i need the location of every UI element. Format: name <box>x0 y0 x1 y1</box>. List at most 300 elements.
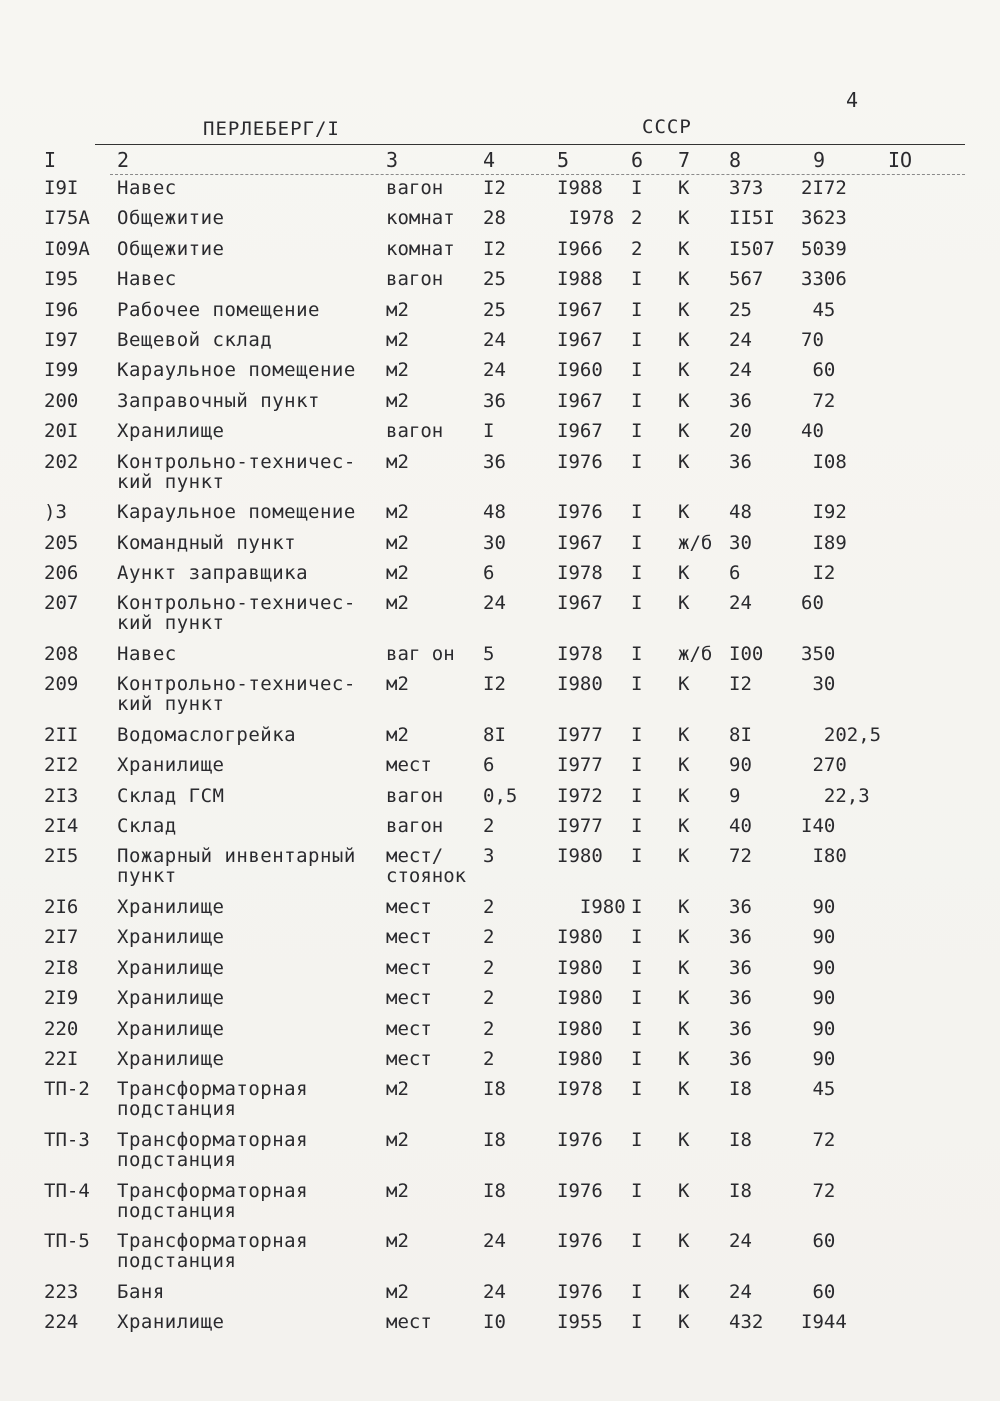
unit-cell: мест <box>386 926 432 949</box>
object-number-cell: 2I4 <box>44 815 79 838</box>
quantity-cell: 3 <box>483 845 495 868</box>
quantity-cell: 24 <box>483 592 506 615</box>
quantity-cell: 25 <box>483 268 506 291</box>
material-cell: К <box>678 673 690 696</box>
year-cell: I980 <box>557 673 603 696</box>
floors-cell: I <box>631 592 643 615</box>
unit-cell: вагон <box>386 268 444 291</box>
object-number-cell: 208 <box>44 642 79 665</box>
value-cell: I80 <box>801 845 847 868</box>
object-name-cell: Хранилище <box>117 926 225 949</box>
material-cell: К <box>678 207 690 230</box>
column-numbers-row <box>0 148 1000 174</box>
object-number-cell: 205 <box>44 531 79 554</box>
quantity-cell: I8 <box>483 1078 506 1101</box>
year-cell: I980 <box>557 896 626 919</box>
floors-cell: I <box>631 1047 643 1070</box>
material-cell: К <box>678 1230 690 1253</box>
floors-cell: I <box>631 926 643 949</box>
material-cell: К <box>678 987 690 1010</box>
table-row <box>0 176 1000 206</box>
object-name-cell: Контрольно-техничес- кий пункт <box>117 450 356 493</box>
quantity-cell: I2 <box>483 237 506 260</box>
column-number: 7 <box>678 148 691 172</box>
object-name-cell: Трансформаторная подстанция <box>117 1078 309 1121</box>
quantity-cell: 36 <box>483 389 506 412</box>
object-number-cell: I97 <box>44 328 79 351</box>
area-cell: I8 <box>729 1179 752 1202</box>
value-cell: 72 <box>801 389 836 412</box>
value-cell: 90 <box>801 987 836 1010</box>
value-cell: 60 <box>801 359 836 382</box>
material-cell: К <box>678 561 690 584</box>
value-cell: I08 <box>801 450 847 473</box>
year-cell: I967 <box>557 298 603 321</box>
area-cell: 20 <box>729 420 752 443</box>
value-cell: 30 <box>801 673 836 696</box>
quantity-cell: 5 <box>483 642 495 665</box>
object-name-cell: Баня <box>117 1280 165 1303</box>
object-number-cell: ТП-5 <box>44 1230 90 1253</box>
area-cell: 36 <box>729 450 752 473</box>
year-cell: I978 <box>557 207 615 230</box>
table-row <box>0 328 1000 358</box>
year-cell: I980 <box>557 956 603 979</box>
quantity-cell: 24 <box>483 359 506 382</box>
table-row <box>0 237 1000 267</box>
column-number: 8 <box>729 148 742 172</box>
area-cell: 90 <box>729 754 752 777</box>
object-number-cell: 2I8 <box>44 956 79 979</box>
quantity-cell: 24 <box>483 328 506 351</box>
floors-cell: I <box>631 359 643 382</box>
value-cell: 22,3 <box>801 784 870 807</box>
unit-cell: м2 <box>386 1280 409 1303</box>
area-cell: 72 <box>729 845 752 868</box>
quantity-cell: I8 <box>483 1179 506 1202</box>
quantity-cell: 30 <box>483 531 506 554</box>
floors-cell: I <box>631 298 643 321</box>
year-cell: I967 <box>557 389 603 412</box>
object-number-cell: 2I5 <box>44 845 79 868</box>
object-number-cell: 2I3 <box>44 784 79 807</box>
quantity-cell: 36 <box>483 450 506 473</box>
unit-cell: м2 <box>386 501 409 524</box>
floors-cell: I <box>631 561 643 584</box>
object-name-cell: Водомаслогрейка <box>117 723 297 746</box>
unit-cell: мест <box>386 1017 432 1040</box>
unit-cell: м2 <box>386 592 409 615</box>
floors-cell: I <box>631 1078 643 1101</box>
quantity-cell: 0,5 <box>483 784 518 807</box>
area-cell: 36 <box>729 926 752 949</box>
unit-cell: комнат <box>386 237 455 260</box>
floors-cell: I <box>631 784 643 807</box>
year-cell: I976 <box>557 1280 603 1303</box>
unit-cell: м2 <box>386 1230 409 1253</box>
value-cell: 90 <box>801 1047 836 1070</box>
object-name-cell: Трансформаторная подстанция <box>117 1230 309 1273</box>
value-cell: 90 <box>801 1017 836 1040</box>
material-cell: К <box>678 1047 690 1070</box>
floors-cell: I <box>631 1179 643 1202</box>
table-row <box>0 1017 1000 1047</box>
area-cell: 36 <box>729 1047 752 1070</box>
floors-cell: I <box>631 754 643 777</box>
value-cell: 45 <box>801 298 836 321</box>
area-cell: I8 <box>729 1128 752 1151</box>
unit-cell: м2 <box>386 561 409 584</box>
object-number-cell: 209 <box>44 673 79 696</box>
table-row <box>0 358 1000 388</box>
column-number: 2 <box>117 148 130 172</box>
value-cell: I92 <box>801 501 847 524</box>
quantity-cell: 2 <box>483 1047 495 1070</box>
quantity-cell: 48 <box>483 501 506 524</box>
year-cell: I972 <box>557 784 603 807</box>
object-number-cell: 223 <box>44 1280 79 1303</box>
floors-cell: 2 <box>631 207 643 230</box>
area-cell: 432 <box>729 1311 764 1334</box>
year-cell: I976 <box>557 501 603 524</box>
object-name-cell: Хранилище <box>117 1047 225 1070</box>
area-cell: 567 <box>729 268 764 291</box>
quantity-cell: 2 <box>483 896 495 919</box>
floors-cell: I <box>631 673 643 696</box>
quantity-cell: 6 <box>483 754 495 777</box>
unit-cell: м2 <box>386 673 409 696</box>
material-cell: ж/б <box>678 531 713 554</box>
value-cell: 70 <box>801 328 824 351</box>
quantity-cell: 2 <box>483 1017 495 1040</box>
column-number: 5 <box>557 148 570 172</box>
year-cell: I978 <box>557 561 603 584</box>
table-row <box>0 450 1000 501</box>
material-cell: К <box>678 754 690 777</box>
object-name-cell: Хранилище <box>117 896 225 919</box>
material-cell: К <box>678 420 690 443</box>
object-number-cell: 202 <box>44 450 79 473</box>
quantity-cell: I8 <box>483 1128 506 1151</box>
unit-cell: мест <box>386 754 432 777</box>
area-cell: 9 <box>729 784 741 807</box>
table-row <box>0 753 1000 783</box>
floors-cell: I <box>631 956 643 979</box>
area-cell: 40 <box>729 815 752 838</box>
unit-cell: м2 <box>386 723 409 746</box>
object-number-cell: I96 <box>44 298 79 321</box>
floors-cell: I <box>631 987 643 1010</box>
material-cell: К <box>678 501 690 524</box>
object-name-cell: Трансформаторная подстанция <box>117 1128 309 1171</box>
material-cell: К <box>678 784 690 807</box>
unit-cell: м2 <box>386 1179 409 1202</box>
area-cell: 36 <box>729 956 752 979</box>
object-name-cell: Рабочее помещение <box>117 298 320 321</box>
material-cell: К <box>678 237 690 260</box>
area-cell: 8I <box>729 723 752 746</box>
quantity-cell: I <box>483 420 495 443</box>
material-cell: К <box>678 592 690 615</box>
object-number-cell: I9I <box>44 177 79 199</box>
year-cell: I967 <box>557 328 603 351</box>
area-cell: 24 <box>729 359 752 382</box>
value-cell: 202,5 <box>801 723 882 746</box>
quantity-cell: 2 <box>483 987 495 1010</box>
material-cell: К <box>678 845 690 868</box>
table-row <box>0 267 1000 297</box>
object-name-cell: Вещевой склад <box>117 328 273 351</box>
table-row <box>0 844 1000 895</box>
unit-cell: м2 <box>386 328 409 351</box>
value-cell: 90 <box>801 956 836 979</box>
quantity-cell: 25 <box>483 298 506 321</box>
value-cell: I89 <box>801 531 847 554</box>
value-cell: I944 <box>801 1311 847 1334</box>
object-name-cell: Хранилище <box>117 754 225 777</box>
value-cell: I40 <box>801 815 836 838</box>
year-cell: I976 <box>557 450 603 473</box>
material-cell: К <box>678 1078 690 1101</box>
value-cell: 60 <box>801 1280 836 1303</box>
floors-cell: I <box>631 501 643 524</box>
unit-cell: комнат <box>386 207 455 230</box>
table-row <box>0 1128 1000 1179</box>
quantity-cell: 28 <box>483 207 506 230</box>
object-name-cell: Командный пункт <box>117 531 297 554</box>
object-number-cell: I99 <box>44 359 79 382</box>
object-name-cell: Заправочный пункт <box>117 389 320 412</box>
unit-cell: м2 <box>386 1128 409 1151</box>
quantity-cell: I2 <box>483 177 506 199</box>
column-rule <box>110 174 965 175</box>
object-name-cell: Хранилище <box>117 1311 225 1334</box>
unit-cell: вагон <box>386 177 444 199</box>
quantity-cell: 8I <box>483 723 506 746</box>
floors-cell: I <box>631 268 643 291</box>
page-number: 4 <box>846 88 859 112</box>
object-number-cell: 2I6 <box>44 896 79 919</box>
table-row <box>0 723 1000 753</box>
column-number: 9 <box>813 148 826 172</box>
object-name-cell: Контрольно-техничес- кий пункт <box>117 592 356 635</box>
column-number: 3 <box>386 148 399 172</box>
value-cell: 270 <box>801 754 847 777</box>
material-cell: К <box>678 815 690 838</box>
year-cell: I980 <box>557 926 603 949</box>
material-cell: К <box>678 298 690 321</box>
table-row <box>0 419 1000 449</box>
year-cell: I976 <box>557 1230 603 1253</box>
table-row <box>0 561 1000 591</box>
material-cell: К <box>678 1311 690 1334</box>
unit-cell: ваг он <box>386 642 455 665</box>
year-cell: I976 <box>557 1128 603 1151</box>
table-row <box>0 895 1000 925</box>
area-cell: 36 <box>729 987 752 1010</box>
material-cell: К <box>678 328 690 351</box>
value-cell: 5039 <box>801 237 847 260</box>
quantity-cell: 2 <box>483 815 495 838</box>
object-number-cell: 220 <box>44 1017 79 1040</box>
material-cell: К <box>678 1179 690 1202</box>
year-cell: I980 <box>557 987 603 1010</box>
value-cell: 90 <box>801 926 836 949</box>
floors-cell: I <box>631 531 643 554</box>
table-row <box>0 389 1000 419</box>
area-cell: 24 <box>729 1280 752 1303</box>
table-row <box>0 642 1000 672</box>
floors-cell: I <box>631 1311 643 1334</box>
year-cell: I977 <box>557 723 603 746</box>
unit-cell: мест <box>386 1311 432 1334</box>
floors-cell: I <box>631 420 643 443</box>
object-name-cell: Склад <box>117 815 177 838</box>
object-number-cell: 22I <box>44 1047 79 1070</box>
year-cell: I977 <box>557 815 603 838</box>
object-number-cell: 207 <box>44 592 79 615</box>
value-cell: 90 <box>801 896 836 919</box>
object-name-cell: Контрольно-техничес- кий пункт <box>117 673 356 716</box>
year-cell: I977 <box>557 754 603 777</box>
value-cell: 2I72 <box>801 177 847 199</box>
material-cell: К <box>678 450 690 473</box>
object-number-cell: I95 <box>44 268 79 291</box>
object-number-cell: 20I <box>44 420 79 443</box>
object-name-cell: Навес <box>117 177 177 199</box>
object-number-cell: 2I2 <box>44 754 79 777</box>
object-number-cell: I75А <box>44 207 90 230</box>
object-number-cell: 224 <box>44 1311 79 1334</box>
object-number-cell: ТП-4 <box>44 1179 90 1202</box>
unit-cell: вагон <box>386 815 444 838</box>
material-cell: К <box>678 1280 690 1303</box>
year-cell: I980 <box>557 845 603 868</box>
table-row <box>0 925 1000 955</box>
table-row <box>0 672 1000 723</box>
object-name-cell: Пожарный инвентарный пункт <box>117 845 356 888</box>
object-name-cell: Навес <box>117 642 177 665</box>
area-cell: 36 <box>729 389 752 412</box>
material-cell: К <box>678 956 690 979</box>
material-cell: К <box>678 1128 690 1151</box>
year-cell: I980 <box>557 1047 603 1070</box>
table-row <box>0 814 1000 844</box>
unit-cell: мест/ стоянок <box>386 845 467 888</box>
unit-cell: м2 <box>386 531 409 554</box>
year-cell: I978 <box>557 1078 603 1101</box>
value-cell: 45 <box>801 1078 836 1101</box>
object-number-cell: ТП-2 <box>44 1078 90 1101</box>
table-row <box>0 1310 1000 1340</box>
year-cell: I967 <box>557 531 603 554</box>
column-number: I <box>44 148 57 172</box>
object-number-cell: I09А <box>44 237 90 260</box>
object-name-cell: Хранилище <box>117 1017 225 1040</box>
value-cell: 3306 <box>801 268 847 291</box>
column-number: IO <box>888 148 913 172</box>
table-row <box>0 1179 1000 1230</box>
object-name-cell: Хранилище <box>117 956 225 979</box>
quantity-cell: 6 <box>483 561 495 584</box>
header-rule <box>95 144 965 145</box>
floors-cell: I <box>631 1230 643 1253</box>
area-cell: 36 <box>729 896 752 919</box>
object-name-cell: Караульное помещение <box>117 501 356 524</box>
object-name-cell: Склад ГСМ <box>117 784 225 807</box>
object-number-cell: )3 <box>44 501 67 524</box>
area-cell: 373 <box>729 177 764 199</box>
area-cell: I507 <box>729 237 775 260</box>
floors-cell: I <box>631 1128 643 1151</box>
floors-cell: I <box>631 1017 643 1040</box>
header-place: ПЕРЛЕБЕРГ/I <box>203 118 340 140</box>
object-name-cell: Хранилище <box>117 420 225 443</box>
unit-cell: вагон <box>386 420 444 443</box>
floors-cell: I <box>631 450 643 473</box>
area-cell: 24 <box>729 328 752 351</box>
floors-cell: I <box>631 815 643 838</box>
area-cell: 6 <box>729 561 741 584</box>
value-cell: I2 <box>801 561 836 584</box>
object-name-cell: Караульное помещение <box>117 359 356 382</box>
object-name-cell: Хранилище <box>117 987 225 1010</box>
value-cell: 60 <box>801 592 824 615</box>
floors-cell: I <box>631 328 643 351</box>
table-row <box>0 1280 1000 1310</box>
quantity-cell: 24 <box>483 1230 506 1253</box>
floors-cell: I <box>631 389 643 412</box>
year-cell: I988 <box>557 177 603 199</box>
floors-cell: I <box>631 1280 643 1303</box>
table-row <box>0 956 1000 986</box>
value-cell: 72 <box>801 1179 836 1202</box>
material-cell: К <box>678 723 690 746</box>
object-number-cell: 2I7 <box>44 926 79 949</box>
column-number: 6 <box>631 148 644 172</box>
table-row <box>0 500 1000 530</box>
material-cell: К <box>678 177 690 199</box>
area-cell: 25 <box>729 298 752 321</box>
value-cell: 40 <box>801 420 824 443</box>
unit-cell: м2 <box>386 359 409 382</box>
material-cell: К <box>678 389 690 412</box>
year-cell: I960 <box>557 359 603 382</box>
table-row <box>0 531 1000 561</box>
value-cell: 60 <box>801 1230 836 1253</box>
area-cell: II5I <box>729 207 775 230</box>
unit-cell: м2 <box>386 298 409 321</box>
unit-cell: мест <box>386 1047 432 1070</box>
table-row <box>0 298 1000 328</box>
unit-cell: мест <box>386 987 432 1010</box>
unit-cell: м2 <box>386 450 409 473</box>
floors-cell: I <box>631 177 643 199</box>
table-row <box>0 986 1000 1016</box>
object-name-cell: Аункт заправщика <box>117 561 309 584</box>
value-cell: 72 <box>801 1128 836 1151</box>
table-row <box>0 591 1000 642</box>
table-body <box>0 176 1000 1341</box>
material-cell: К <box>678 359 690 382</box>
object-name-cell: Трансформаторная подстанция <box>117 1179 309 1222</box>
area-cell: I00 <box>729 642 764 665</box>
material-cell: ж/б <box>678 642 713 665</box>
year-cell: I988 <box>557 268 603 291</box>
quantity-cell: 24 <box>483 1280 506 1303</box>
table-row <box>0 1229 1000 1280</box>
unit-cell: м2 <box>386 389 409 412</box>
